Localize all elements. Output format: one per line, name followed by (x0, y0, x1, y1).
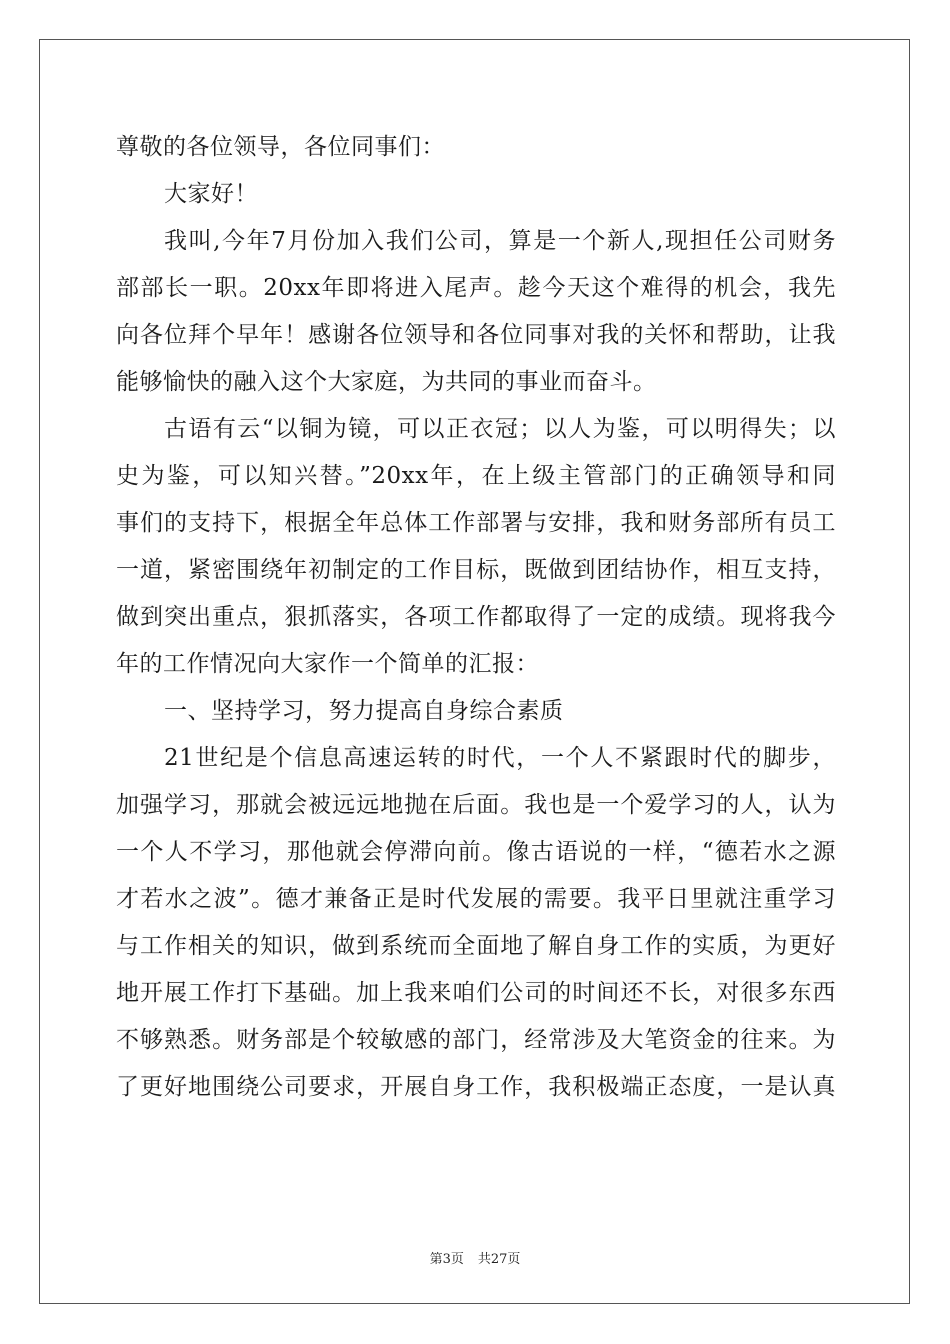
text-line: 能够愉快的融入这个大家庭，为共同的事业而奋斗。 (116, 369, 657, 395)
text-line: 大家好！ (164, 181, 258, 207)
text-line: 一个人不学习，那他就会停滞向前。像古语说的一样，“德若水之源 (116, 839, 836, 865)
text-line: 了更好地围绕公司要求，开展自身工作，我积极端正态度，一是认真 (116, 1074, 836, 1100)
page-footer (0, 1248, 950, 1267)
text-line: 部部长一职。20xx年即将进入尾声。趁今天这个难得的机会，我先 (116, 275, 836, 301)
text-line: 向各位拜个早年！感谢各位领导和各位同事对我的关怀和帮助，让我 (116, 322, 836, 348)
document-body (116, 124, 836, 1111)
text-line: 年的工作情况向大家作一个简单的汇报： (116, 651, 539, 677)
text-line: 加强学习，那就会被远远地抛在后面。我也是一个爱学习的人，认为 (116, 792, 836, 818)
text-line: 事们的支持下，根据全年总体工作部署与安排，我和财务部所有员工 (116, 510, 836, 536)
text-line: 21世纪是个信息高速运转的时代，一个人不紧跟时代的脚步， (164, 745, 836, 771)
text-line: 不够熟悉。财务部是个较敏感的部门，经常涉及大笔资金的往来。为 (116, 1027, 836, 1053)
text-line: 才若水之波”。德才兼备正是时代发展的需要。我平日里就注重学习 (116, 886, 836, 912)
text-line: 一、坚持学习，努力提高自身综合素质 (164, 698, 564, 724)
text-line: 做到突出重点，狠抓落实，各项工作都取得了一定的成绩。现将我今 (116, 604, 836, 630)
text-line: 我叫,今年7月份加入我们公司，算是一个新人,现担任公司财务 (164, 228, 836, 254)
text-line: 古语有云“以铜为镜，可以正衣冠；以人为鉴，可以明得失；以 (164, 416, 836, 442)
text-line: 与工作相关的知识，做到系统而全面地了解自身工作的实质，为更好 (116, 933, 836, 959)
total-pages-label: 共27页 (477, 1252, 521, 1267)
text-line: 地开展工作打下基础。加上我来咱们公司的时间还不长，对很多东西 (116, 980, 836, 1006)
current-page-label: 第3页 (429, 1252, 464, 1267)
text-line: 一道，紧密围绕年初制定的工作目标，既做到团结协作，相互支持， (116, 557, 836, 583)
text-line: 尊敬的各位领导，各位同事们： (116, 134, 445, 160)
text-line: 史为鉴，可以知兴替。”20xx年，在上级主管部门的正确领导和同 (116, 463, 836, 489)
